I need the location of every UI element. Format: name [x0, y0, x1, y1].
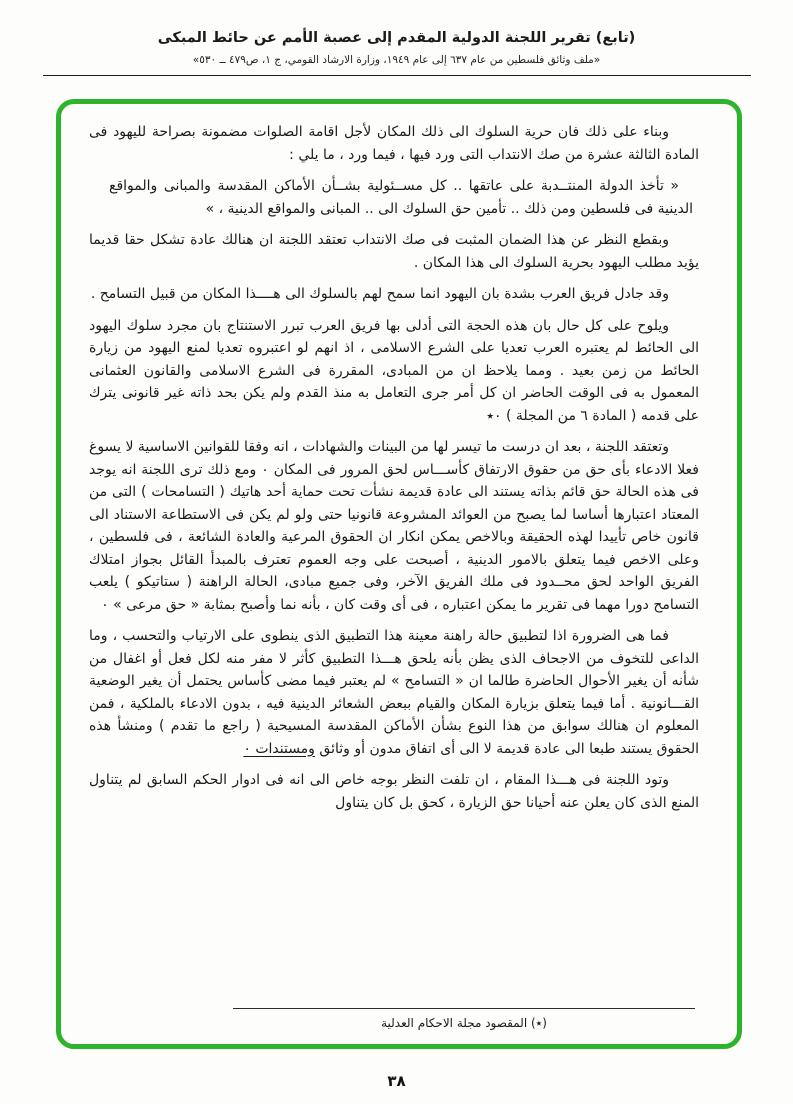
body-paragraph-7-text: فما هى الضرورة اذا لتطبيق حالة راهنة معينة هذا التطبيق الذى ينطوى على الارتياب والتحسب ، وما الداعى للتخوف من الاجحاف الذى يظن بأنه يلحق هـــذا التطبيق كأثر لا مفر منه لكل فعل أو اغفال من شأنه أن يغير الأحوال الحاضرة طالما ان « التسامح » لم يعتبر فيما مضى كأساس يحتمل أن يغير الوضعية القـــانونية . أما فيما يتعلق بزيارة المكان والقيام ببعض الشعائر الدينية فيه ، بدون الادعاء بالملكية ، فمن المعلوم ان هنالك سوابق من هذا النوع بشأن الأماكن المقدسة المسيحية ( راجع ما تقدم ) ومنشأ هذه الحقوق يستند طبعا الى عادة قديمة لا الى أى اتفاق مدون أو وثائق	[89, 628, 699, 757]
body-paragraph-6: وتعتقد اللجنة ، بعد ان درست ما تيسر لها من البينات والشهادات ، انه وفقا للقوانين الاساسية لا يسوغ فعلا الادعاء بأى حق من حقوق الارتفاق كأســـاس لحق المرور فى المكان ۰ ومع ذلك ترى اللجنة انه يوجد فى هذه الحالة حق قائم بذاته يستند الى عادة قديمة نشأت تحت حماية أحد هاتيك ( التسامحات ) التى من المعتاد اعتبارها أساسا لما يصبح من العوائد المشروعة قانونيا حتى ولو لم يكن فى الاستطاعة الاستناد الى قانون خاص تأييدا لهذه الحقيقة وبالاخص يمكن انكار ان الحقوق المرعية والعادة الشائعة ، فى فلسطين ، وعلى الاخص فيما يتعلق بالامور الدينية ، أصبحت على وجه العموم تعترف بالمبدأ القائل بجواز امتلاك الفريق الواحد لحق محــدود فى ملك الفريق الآخر، وفى جميع مبادى، الحالة الراهنة ( ستاتيكو ) يلعب التسامح دورا مهما فى تقرير ما يمكن اعتباره ، فى أى وقت كان ، بأنه نما وأصبح بمثابة « حق مرعى » ۰	[89, 439, 699, 613]
body-paragraph-1: وبناء على ذلك فان حرية السلوك الى ذلك المكان لأجل اقامة الصلوات مضمونة بصراحة لليهود فى المادة الثالثة عشرة من صك الانتداب التى ورد فيها ، فيما ورد ، ما يلي :	[89, 124, 699, 163]
page-header	[0, 0, 793, 76]
underlined-word: ومستندات ۰	[243, 740, 315, 757]
content-frame	[56, 99, 742, 1049]
page-number: ٣٨	[387, 1072, 406, 1090]
body-paragraph-8: وتود اللجنة فى هـــذا المقام ، ان تلفت النظر بوجه خاص الى انه فى ادوار الحكم السابق لم يتناول المنع الذى كان يعلن عنه أحيانا حق الزيارة ، كحق بل كان يتناول	[89, 772, 699, 811]
document-source-citation: «ملف وثائق فلسطين من عام ٦٣٧ إلى عام ١٩٤٩، وزارة الارشاد القومي، ج ١، ص٤٧٩ ــ ٥٣٠»	[192, 54, 601, 66]
body-paragraph-4: وقد جادل فريق العرب بشدة بان اليهود انما سمح لهم بالسلوك الى هــــذا المكان من قبيل التسامح .	[90, 286, 669, 302]
footnote-area	[233, 1008, 695, 1030]
body-paragraph-7	[89, 625, 699, 760]
body-paragraph-3: وبقطع النظر عن هذا الضمان المثبت فى صك الانتداب تعتقد اللجنة ان هنالك عادة تشكل حقا قديما يؤيد مطلب اليهود بحرية السلوك الى هذا المكان .	[89, 232, 699, 271]
body-paragraph-5: ويلوح على كل حال بان هذه الحجة التى أدلى بها فريق العرب تبرر الاستنتاج بان مجرد سلوك اليهود الى الحائط لم يعتبره العرب تعديا على الشرع الاسلامى ، اذ انهم لو اعتبروه تعديا لمنع اليهود من زيارة الحائط من زمن بعيد . ومما يلاحظ ان من المبادى، المقررة فى الشرع الاسلامى والقانون العثمانى المعمول به فى الوقت الحاضر ان كل أمر جرى التعامل به منذ القدم ولم يكن بحد ذاته غير قانونى يترك على قدمه ( المادة ٦ من المجلة ) ۰٭	[89, 317, 699, 424]
body-text	[89, 121, 699, 814]
document-title: (تابع) تقرير اللجنة الدولية المقدم إلى عصبة الأمم عن حائط المبكى	[157, 30, 636, 46]
body-paragraph-2-quote: « تأخذ الدولة المنتــدبة على عاتقها .. كل مســئولية بشــأن الأماكن المقدسة والمبانى والمواقع الدينية فى فلسطين ومن ذلك .. تأمين حق السلوك الى .. المبانى والمواقع الدينية ، »	[109, 178, 693, 217]
footnote: (٭) المقصود مجلة الاحكام العدلية	[381, 1016, 547, 1030]
header-divider	[43, 75, 751, 76]
